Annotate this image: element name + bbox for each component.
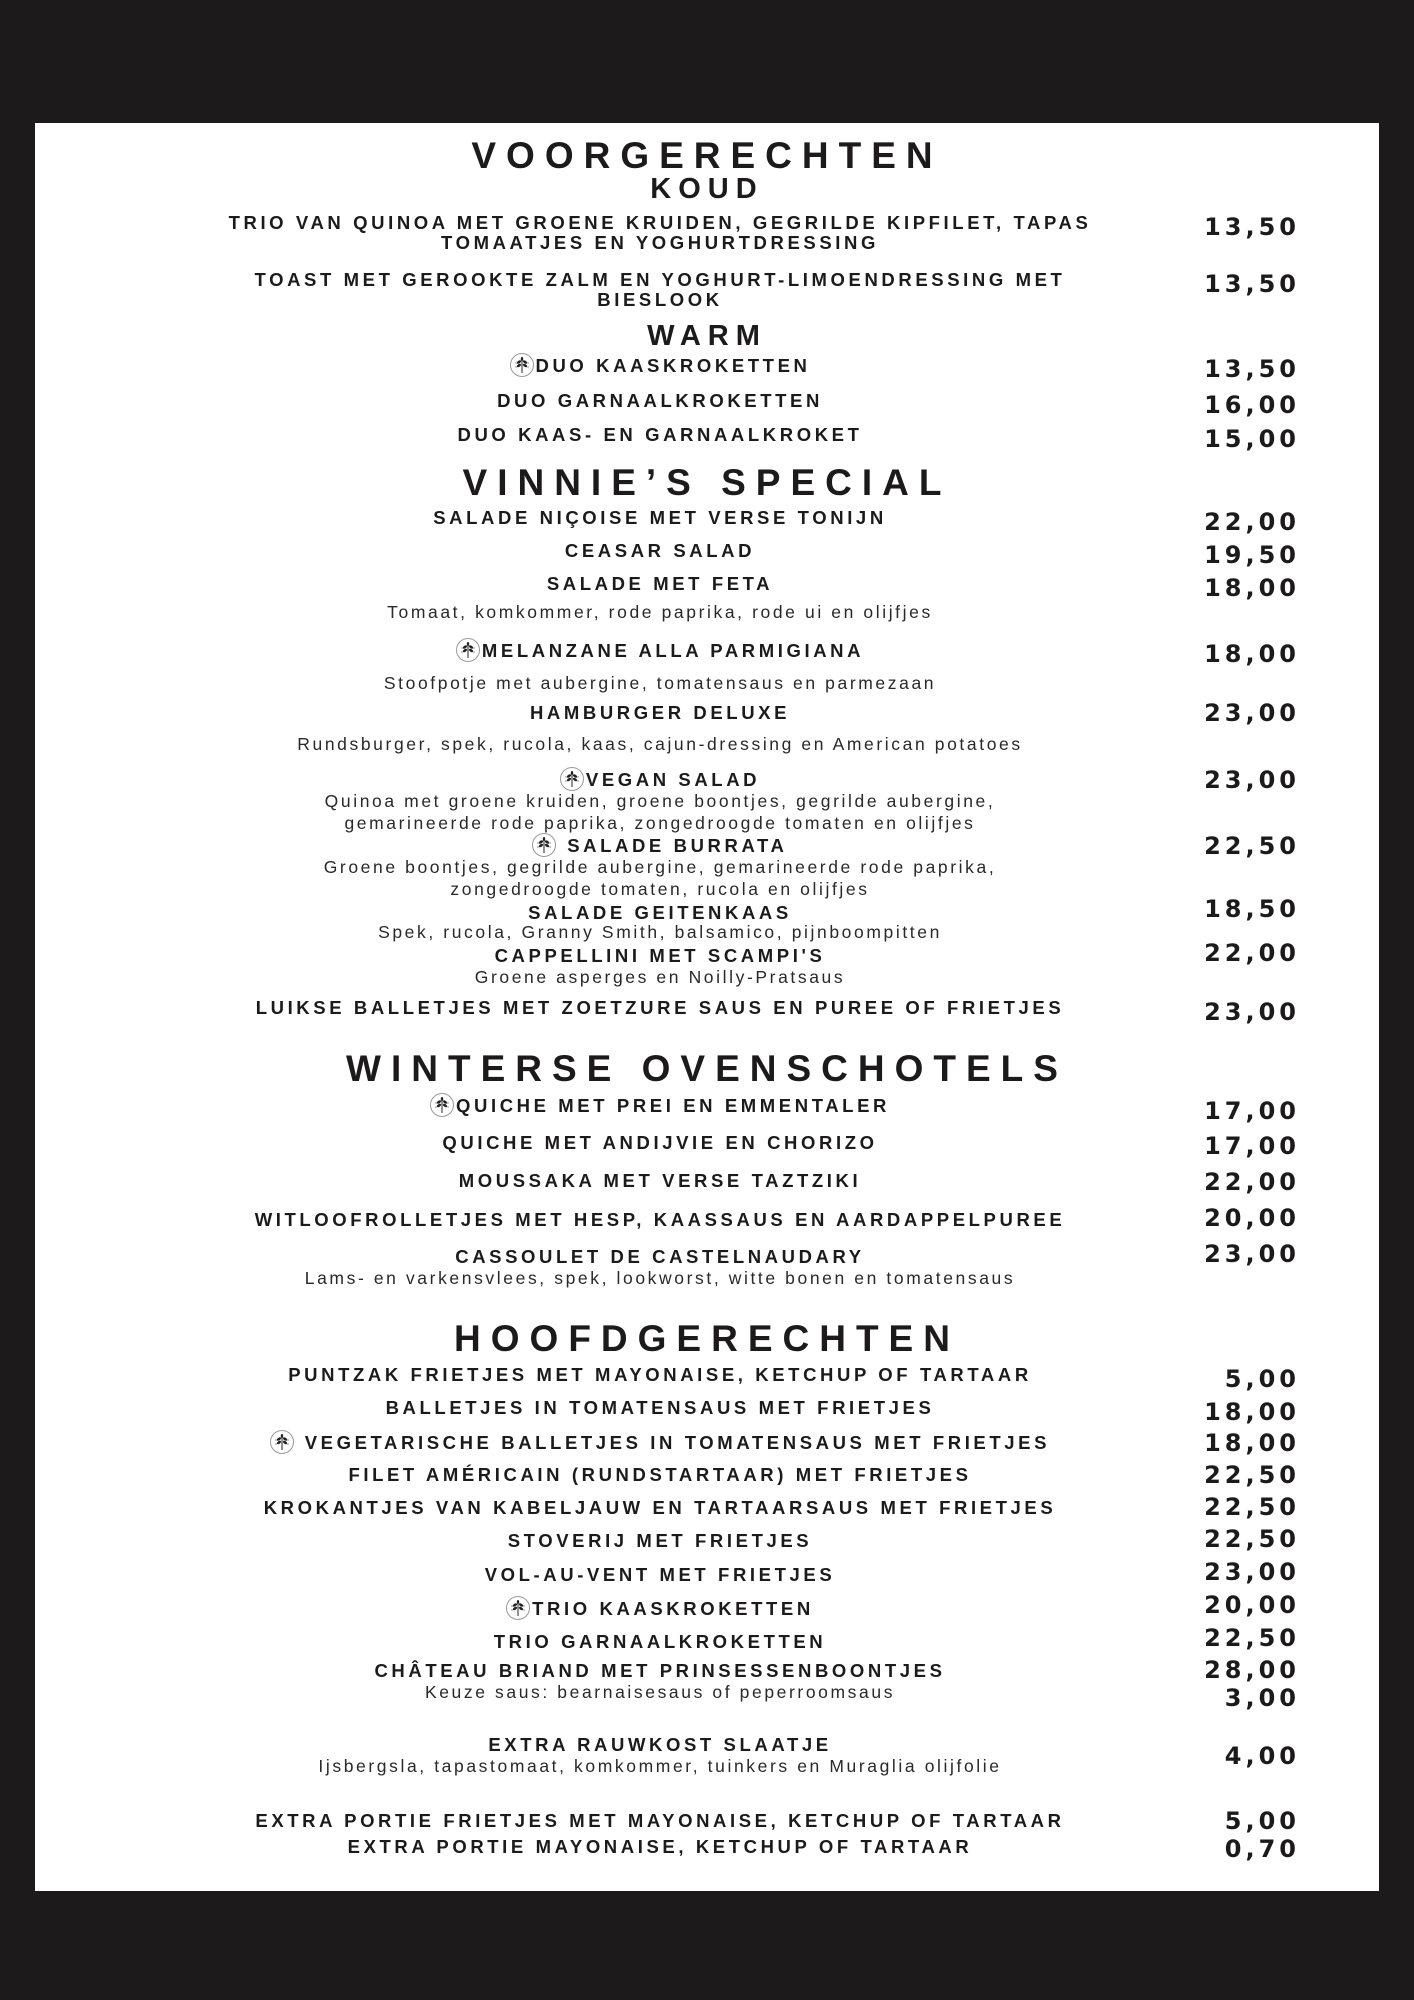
item-description: Keuze saus: bearnaisesaus of peperroomsaus: [424, 1682, 896, 1702]
item-price: 23,00: [1204, 1558, 1300, 1586]
item-description-cont: gemarineerde rode paprika, zongedroogde tomaten en olijfjes: [344, 813, 976, 833]
item-price: 22,00: [1204, 508, 1300, 536]
item-name: CAPPELLINI MET SCAMPI'S: [494, 945, 826, 966]
item-price: 18,00: [1204, 574, 1300, 602]
item-price: 13,50: [1204, 270, 1300, 298]
item-price: 23,00: [1204, 766, 1300, 794]
item-price: 19,50: [1204, 541, 1300, 569]
item-name: VOL-AU-VENT MET FRIETJES: [484, 1564, 836, 1585]
item-name: SALADE BURRATA: [567, 834, 788, 856]
item-name: FILET AMÉRICAIN (RUNDSTARTAAR) MET FRIETJES: [348, 1464, 972, 1485]
item-name: QUICHE MET ANDIJVIE EN CHORIZO: [442, 1132, 878, 1153]
item-price: 0,70: [1224, 1835, 1300, 1863]
item-description: Groene asperges en Noilly-Pratsaus: [474, 967, 846, 987]
subsection-title-warm: WARM: [647, 320, 767, 352]
vegetarian-icon: [456, 638, 480, 662]
item-name: DUO GARNAALKROKETTEN: [497, 390, 823, 411]
item-price: 15,00: [1204, 425, 1300, 453]
item-price: 22,50: [1204, 1493, 1300, 1521]
item-name: KROKANTJES VAN KABELJAUW EN TARTAARSAUS MET FRIETJES: [263, 1497, 1057, 1518]
item-name: VEGETARISCHE BALLETJES IN TOMATENSAUS MET FRIETJES: [304, 1431, 1051, 1453]
item-name: STOVERIJ MET FRIETJES: [507, 1530, 813, 1551]
vegetarian-icon: [532, 833, 556, 857]
item-name: SALADE MET FETA: [546, 573, 774, 594]
item-price: 20,00: [1204, 1204, 1300, 1232]
item-description: Spek, rucola, Granny Smith, balsamico, pijnboompitten: [378, 922, 942, 942]
item-name: SALADE NIÇOISE MET VERSE TONIJN: [433, 507, 887, 528]
item-name: EXTRA PORTIE FRIETJES MET MAYONAISE, KETCHUP OF TARTAAR: [255, 1810, 1065, 1831]
item-name: HAMBURGER DELUXE: [529, 702, 791, 723]
item-price: 23,00: [1204, 998, 1300, 1026]
section-title-vinnies-special: VINNIE’S SPECIAL: [462, 462, 952, 503]
item-price: 22,50: [1204, 832, 1300, 860]
item-price: 22,50: [1204, 1461, 1300, 1489]
item-price: 22,00: [1204, 1168, 1300, 1196]
item-price: 4,00: [1224, 1742, 1300, 1770]
item-price: 5,00: [1224, 1807, 1300, 1835]
item-price: 18,00: [1204, 1429, 1300, 1457]
item-description: Stoofpotje met aubergine, tomatensaus en parmezaan: [383, 673, 937, 693]
item-name: VEGAN SALAD: [585, 768, 761, 790]
item-name: DUO KAAS- EN GARNAALKROKET: [457, 424, 863, 445]
item-description: Ijsbergsla, tapastomaat, komkommer, tuinkers en Muraglia olijfolie: [318, 1756, 1002, 1776]
item-price: 13,50: [1204, 355, 1300, 383]
item-price: 23,00: [1204, 1240, 1300, 1268]
item-name: EXTRA PORTIE MAYONAISE, KETCHUP OF TARTAAR: [347, 1836, 973, 1857]
item-name: LUIKSE BALLETJES MET ZOETZURE SAUS EN PUREE OF FRIETJES: [255, 997, 1065, 1018]
item-name: WITLOOFROLLETJES MET HESP, KAASSAUS EN AARDAPPELPUREE: [254, 1209, 1066, 1230]
item-price: 16,00: [1204, 391, 1300, 419]
item-name: QUICHE MET PREI EN EMMENTALER: [456, 1094, 890, 1116]
item-price: 17,00: [1204, 1097, 1300, 1125]
item-name: DUO KAASKROKETTEN: [535, 354, 811, 376]
item-name: PUNTZAK FRIETJES MET MAYONAISE, KETCHUP OF TARTAAR: [288, 1364, 1032, 1385]
vegetarian-icon: [560, 767, 584, 791]
item-name: BALLETJES IN TOMATENSAUS MET FRIETJES: [385, 1397, 935, 1418]
item-price: 18,00: [1204, 1398, 1300, 1426]
item-description: Quinoa met groene kruiden, groene boontjes, gegrilde aubergine,: [324, 791, 996, 811]
item-name: TOAST MET GEROOKTE ZALM EN YOGHURT-LIMOENDRESSING MET: [254, 269, 1066, 290]
item-description: Tomaat, komkommer, rode paprika, rode ui en olijfjes: [387, 602, 933, 622]
item-price: 18,00: [1204, 640, 1300, 668]
item-price: 22,50: [1204, 1525, 1300, 1553]
item-price: 22,00: [1204, 939, 1300, 967]
item-price: 3,00: [1224, 1684, 1300, 1712]
vegetarian-icon: [510, 353, 534, 377]
item-name: MELANZANE ALLA PARMIGIANA: [481, 639, 865, 661]
section-title-winterse-ovenschotels: WINTERSE OVENSCHOTELS: [346, 1048, 1068, 1089]
section-title-hoofdgerechten: HOOFDGERECHTEN: [454, 1318, 960, 1359]
item-price: 22,50: [1204, 1624, 1300, 1652]
item-price: 20,00: [1204, 1591, 1300, 1619]
item-name: EXTRA RAUWKOST SLAATJE: [488, 1734, 832, 1755]
item-price: 5,00: [1224, 1365, 1300, 1393]
item-price: 13,50: [1204, 213, 1300, 241]
item-description: Rundsburger, spek, rucola, kaas, cajun-dressing en American potatoes: [297, 734, 1023, 754]
subsection-title-koud: KOUD: [650, 173, 764, 205]
item-name: TRIO VAN QUINOA MET GROENE KRUIDEN, GEGRILDE KIPFILET, TAPAS: [228, 212, 1092, 233]
item-price: 28,00: [1204, 1656, 1300, 1684]
item-description: Lams- en varkensvlees, spek, lookworst, witte bonen en tomatensaus: [304, 1268, 1016, 1288]
item-name-cont: TOMAATJES EN YOGHURTDRESSING: [441, 232, 879, 253]
section-title-voorgerechten: VOORGERECHTEN: [471, 135, 943, 176]
vegetarian-icon: [506, 1596, 530, 1620]
item-name: TRIO GARNAALKROKETTEN: [493, 1631, 827, 1652]
item-name: CASSOULET DE CASTELNAUDARY: [455, 1246, 865, 1267]
vegetarian-icon: [430, 1093, 454, 1117]
item-description-cont: zongedroogde tomaten, rucola en olijfjes: [450, 879, 870, 899]
item-price: 23,00: [1204, 699, 1300, 727]
item-price: 17,00: [1204, 1132, 1300, 1160]
item-price: 18,50: [1204, 895, 1300, 923]
item-name-cont: BIESLOOK: [597, 289, 723, 310]
item-name: MOUSSAKA MET VERSE TAZTZIKI: [458, 1170, 862, 1191]
item-description: Groene boontjes, gegrilde aubergine, gemarineerde rode paprika,: [323, 857, 997, 877]
item-name: TRIO KAASKROKETTEN: [532, 1597, 814, 1619]
vegetarian-icon: [270, 1430, 294, 1454]
item-name: SALADE GEITENKAAS: [528, 902, 792, 923]
item-name: CEASAR SALAD: [564, 540, 756, 561]
item-name: CHÂTEAU BRIAND MET PRINSESSENBOONTJES: [374, 1660, 946, 1681]
